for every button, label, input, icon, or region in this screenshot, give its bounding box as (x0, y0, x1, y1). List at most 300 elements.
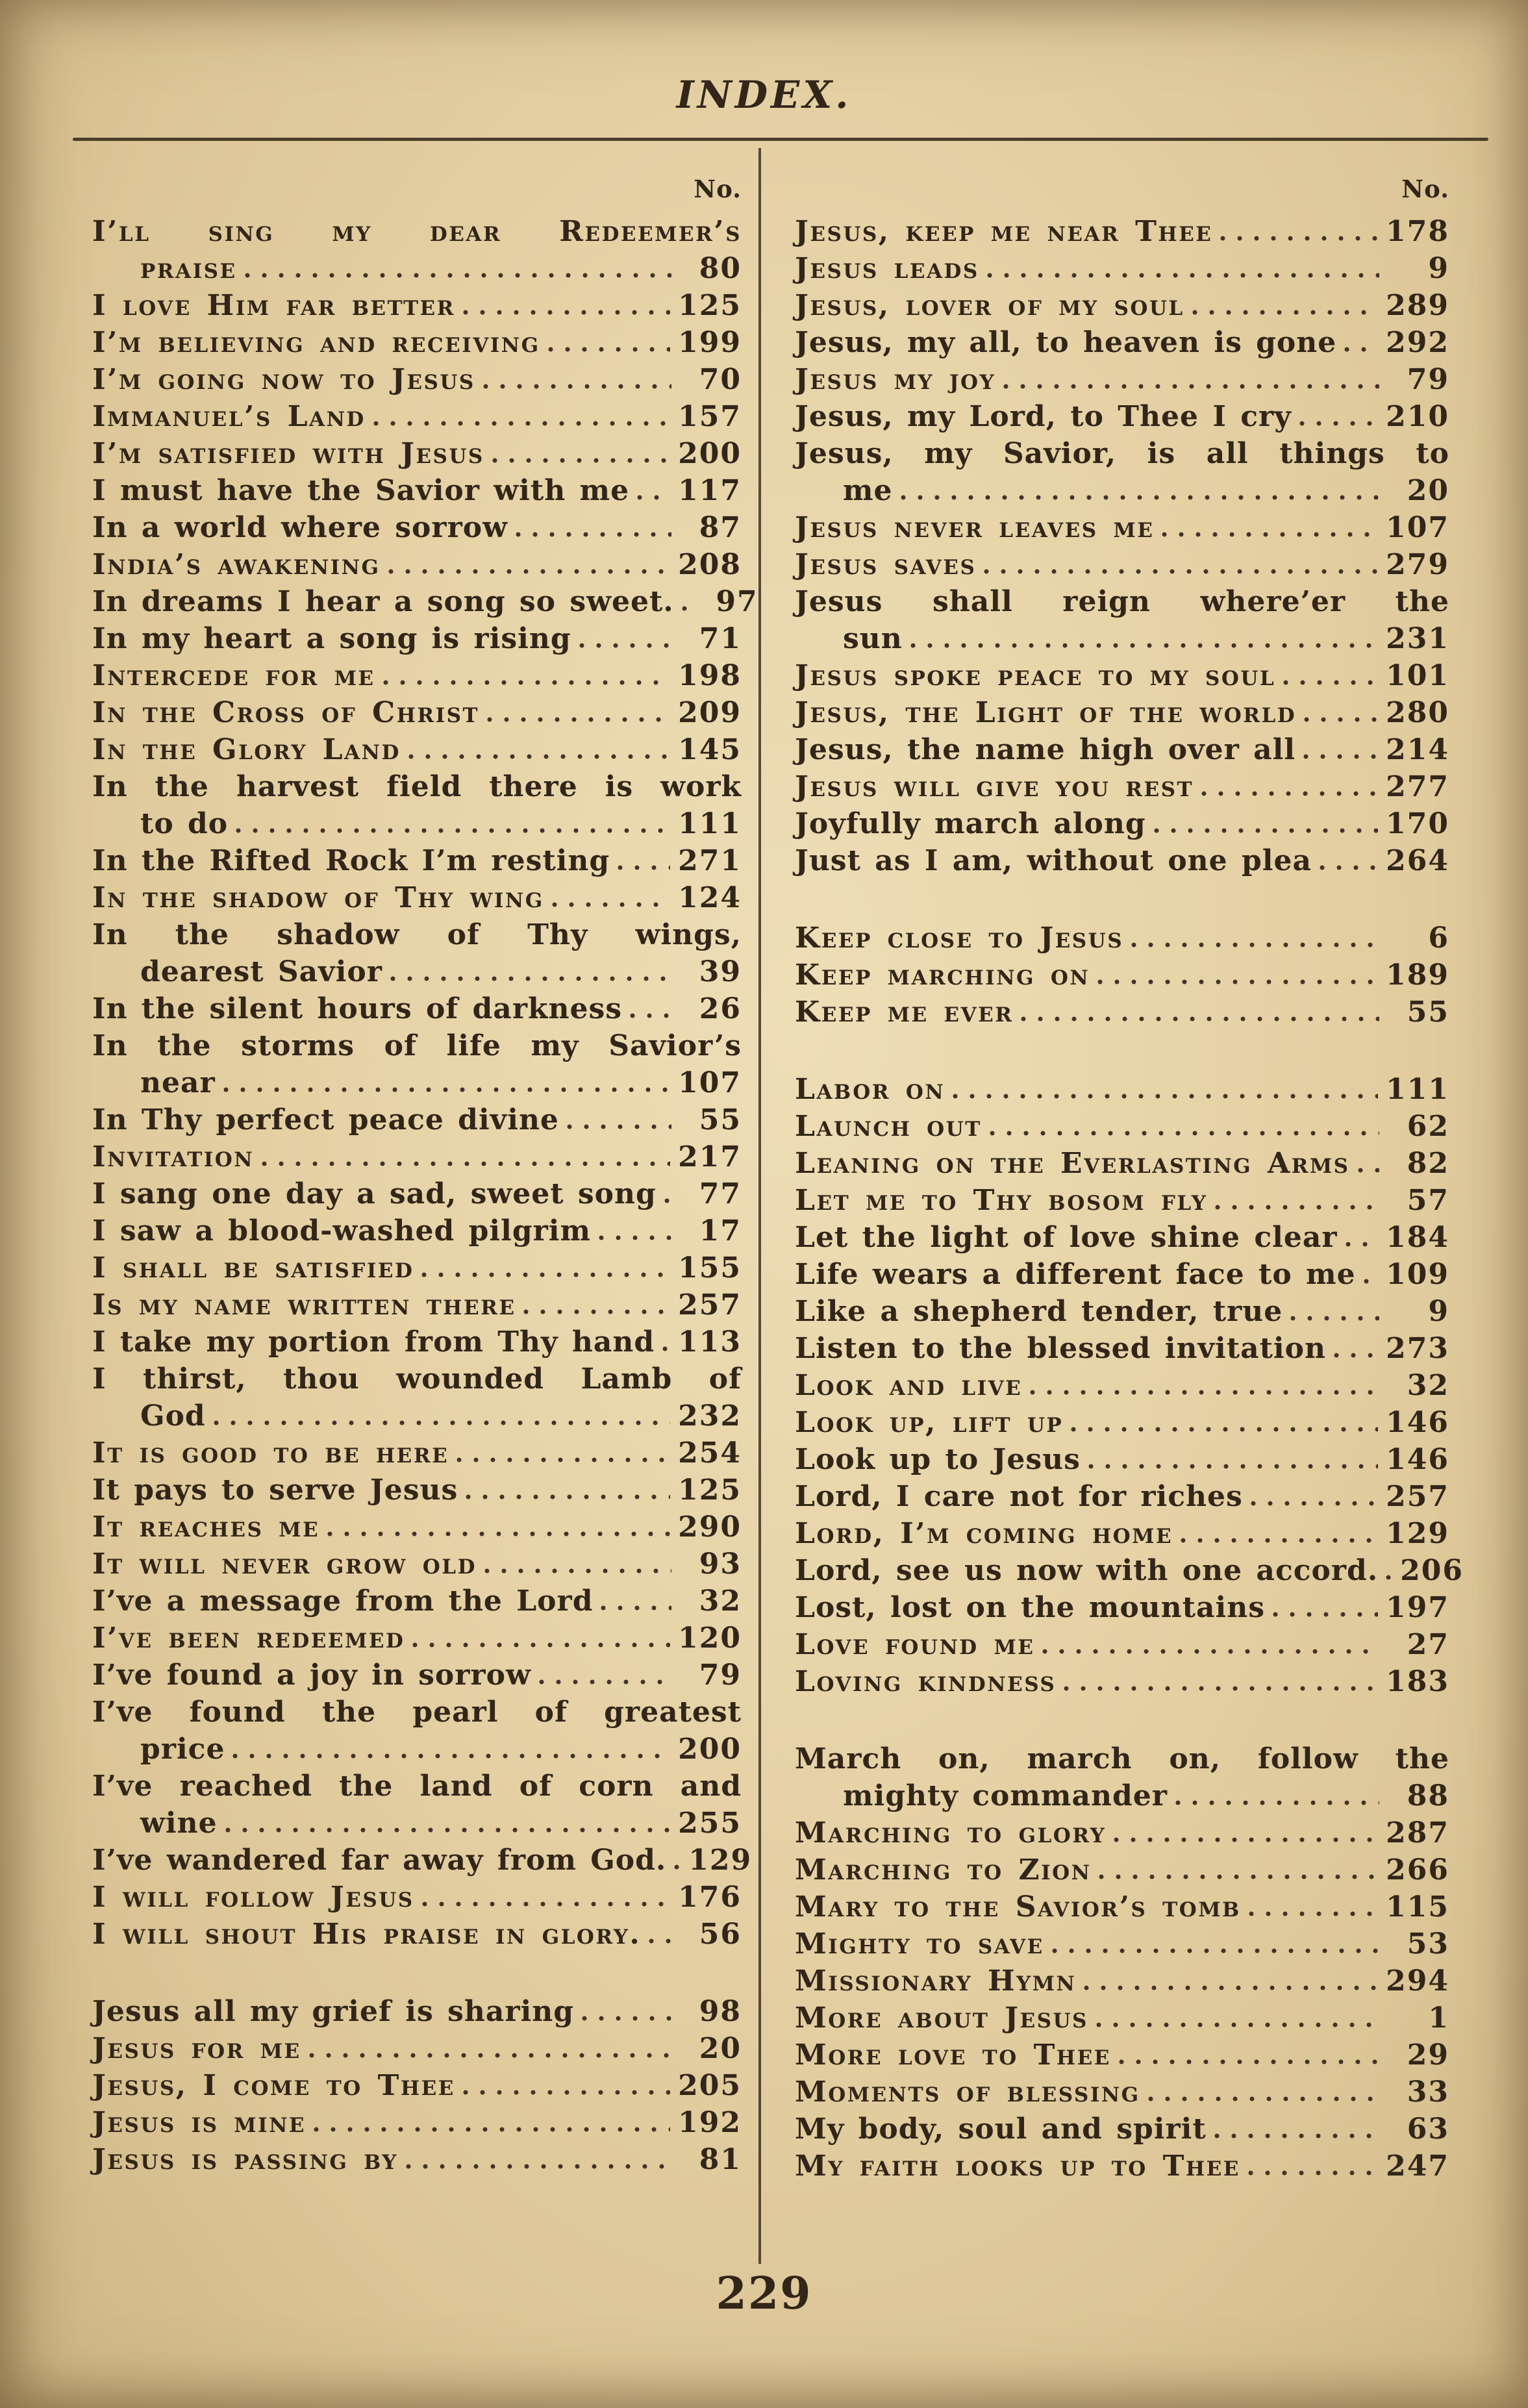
entry-line (92, 1472, 742, 1509)
dot-leader (421, 1272, 670, 1277)
dot-leader (1201, 791, 1378, 796)
index-entry (92, 509, 742, 546)
entry-title: In the shadow of Thy wing (92, 881, 544, 914)
entry-number: 183 (1386, 1665, 1449, 1698)
dot-leader (236, 828, 670, 833)
entry-number: 79 (699, 1659, 742, 1692)
index-entry (92, 1138, 742, 1175)
index-entry (92, 1323, 742, 1361)
entry-line (92, 842, 742, 879)
entry-title: Jesus for me (92, 2032, 301, 2065)
index-column-left (92, 164, 758, 2178)
dot-leader (327, 1531, 670, 1536)
entry-number: 29 (1407, 2038, 1449, 2072)
index-entry (92, 879, 742, 916)
entry-title: March on, march on, follow the (795, 1742, 1449, 1775)
index-entry (92, 1249, 742, 1286)
entry-line (795, 1219, 1449, 1256)
entry-number: 81 (699, 2143, 742, 2176)
dot-leader (910, 643, 1378, 648)
entry-line (92, 1435, 742, 1472)
dot-leader (1214, 2133, 1379, 2138)
entry-number: 257 (1386, 1480, 1449, 1513)
entry-line (92, 361, 742, 398)
entry-line (795, 2148, 1449, 2185)
entry-title: Keep me ever (795, 996, 1014, 1029)
entry-line (92, 916, 742, 953)
entry-continuation-line (795, 472, 1449, 509)
entry-title: India’s awakening (92, 548, 381, 581)
entry-number: 145 (678, 733, 742, 766)
entry-line (92, 1027, 742, 1064)
entry-continuation-line (795, 620, 1449, 657)
dot-leader (412, 1642, 670, 1648)
index-entry (795, 957, 1449, 994)
dot-leader (1064, 1686, 1378, 1691)
entry-line (795, 546, 1449, 583)
dot-leader (1021, 1016, 1379, 1022)
dot-leader (1364, 1279, 1379, 1284)
entry-number: 199 (678, 326, 742, 359)
entry-title: I’ve a message from the Lord (92, 1585, 594, 1618)
dot-leader (309, 2053, 671, 2058)
entry-title: Let me to Thy bosom fly (795, 1184, 1208, 1217)
index-entry (92, 731, 742, 768)
dot-leader (225, 1827, 671, 1833)
index-entry (92, 1212, 742, 1249)
index-entry (795, 768, 1449, 805)
index-entry (92, 1768, 742, 1842)
entry-line (92, 1249, 742, 1286)
entry-number: 62 (1407, 1110, 1449, 1143)
index-entry (795, 287, 1449, 324)
entry-number: 192 (678, 2106, 742, 2139)
entry-title: I’m believing and receiving (92, 326, 540, 359)
dot-leader (388, 569, 671, 574)
entry-title: Lord, see us now with one accord. (795, 1554, 1379, 1587)
entry-title: I’m satisfied with Jesus (92, 437, 484, 470)
entry-title: Jesus shall reign where’er the (795, 585, 1449, 618)
entry-line (795, 1071, 1449, 1108)
entry-line (795, 1515, 1449, 1552)
entry-line (795, 1925, 1449, 1963)
entry-line (92, 287, 742, 324)
dot-leader (1181, 1538, 1378, 1543)
dot-leader (523, 1309, 670, 1314)
dot-leader (516, 532, 671, 537)
entry-line (795, 1108, 1449, 1145)
entry-title: Let the light of love shine clear (795, 1221, 1338, 1254)
entry-title: Love found me (795, 1628, 1035, 1661)
dot-leader (674, 1864, 681, 1870)
index-entry (795, 1552, 1464, 1589)
dot-leader (953, 1094, 1378, 1099)
entry-number: 109 (1386, 1258, 1449, 1291)
entry-number: 88 (1407, 1779, 1449, 1812)
index-entry (92, 842, 742, 879)
entry-number: 197 (1386, 1591, 1449, 1624)
dot-leader (1334, 1353, 1378, 1358)
entry-title: Jesus, the Light of the world (795, 696, 1297, 729)
entry-line (795, 398, 1449, 435)
dot-leader (599, 1235, 671, 1240)
dot-leader (1299, 421, 1378, 426)
entry-number: 1 (1428, 2001, 1449, 2035)
dot-leader (408, 754, 670, 759)
dot-leader (1303, 754, 1378, 759)
index-column-right (795, 164, 1464, 2185)
entry-line (795, 583, 1449, 620)
dot-leader (463, 310, 670, 315)
entry-number: 146 (1386, 1406, 1449, 1439)
entry-number: 87 (699, 511, 742, 544)
dot-leader (457, 1457, 670, 1462)
dot-leader (1249, 1911, 1378, 1916)
entry-number: 198 (678, 659, 742, 692)
entry-title: In the Cross of Christ (92, 696, 480, 729)
index-entry (795, 509, 1449, 546)
index-entry (92, 1101, 742, 1138)
entry-title: Jesus my joy (795, 363, 996, 396)
dot-leader (1052, 1948, 1379, 1953)
index-entry (795, 2074, 1449, 2111)
entry-title: Jesus is passing by (92, 2143, 398, 2176)
index-entry (795, 1851, 1449, 1888)
entry-title: It pays to serve Jesus (92, 1474, 458, 1507)
entry-number: 257 (678, 1288, 742, 1322)
entry-line (795, 1404, 1449, 1441)
entry-title: In my heart a song is rising (92, 622, 571, 655)
entry-title: Jesus, I come to Thee (92, 2069, 455, 2102)
entry-number: 279 (1386, 548, 1449, 581)
entry-line (795, 287, 1449, 324)
index-entry (795, 1367, 1449, 1404)
entry-title: Jesus, my all, to heaven is gone (795, 326, 1337, 359)
index-entry (795, 1626, 1449, 1663)
entry-line (795, 2074, 1449, 2111)
index-entry (92, 546, 742, 583)
entry-line (92, 1286, 742, 1323)
dot-leader (484, 1568, 671, 1574)
entry-title: I’ve found the pearl of greatest (92, 1696, 742, 1729)
entry-line (795, 1441, 1449, 1478)
entry-line (92, 398, 742, 435)
entry-number: 247 (1386, 2150, 1449, 2183)
entry-number: 111 (678, 807, 742, 840)
entry-line (795, 842, 1449, 879)
entry-number: 124 (678, 881, 742, 914)
entry-number: 254 (678, 1436, 742, 1470)
dot-leader (1154, 828, 1379, 833)
entry-title: In the harvest field there is work (92, 770, 742, 803)
entry-number: 27 (1407, 1628, 1449, 1661)
index-entry (795, 583, 1449, 657)
entry-line (92, 1175, 742, 1212)
entry-title: Jesus, keep me near Thee (795, 215, 1213, 248)
index-entry (795, 731, 1449, 768)
entry-line (795, 805, 1449, 842)
entry-title: Jesus, the name high over all (795, 733, 1296, 766)
header-rule (73, 138, 1488, 141)
dot-leader (1220, 236, 1378, 241)
entry-line (92, 657, 742, 694)
entry-number: 115 (1386, 1890, 1449, 1924)
index-entry (795, 1182, 1449, 1219)
entry-number: 6 (1428, 922, 1449, 955)
dot-leader (1042, 1649, 1379, 1654)
entry-number: 255 (678, 1807, 742, 1840)
entry-title: More love to Thee (795, 2038, 1111, 2072)
entry-line (92, 1768, 742, 1805)
index-entry (92, 213, 742, 287)
entry-number: 210 (1386, 400, 1449, 433)
dot-leader (682, 606, 688, 611)
entry-title: I must have the Savior with me (92, 474, 630, 507)
entry-title: Lord, I’m coming home (795, 1517, 1173, 1550)
entry-number: 32 (699, 1585, 742, 1618)
index-entry (795, 213, 1449, 250)
entry-line (795, 1814, 1449, 1851)
entry-number: 292 (1386, 326, 1449, 359)
dot-leader (1386, 1575, 1392, 1580)
index-entry (795, 1814, 1449, 1851)
entry-number: 101 (1386, 659, 1449, 692)
dot-leader (1003, 384, 1379, 389)
index-entry (795, 1330, 1449, 1367)
index-entry (92, 583, 758, 620)
entry-title: Joyfully march along (795, 807, 1146, 840)
entry-line (92, 1212, 742, 1249)
dot-leader (1175, 1800, 1379, 1805)
number-column-label: No. (1401, 175, 1449, 203)
index-entry (795, 361, 1449, 398)
index-entry (92, 1620, 742, 1657)
entry-line (92, 2030, 742, 2067)
page-title: INDEX. (676, 73, 852, 117)
dot-leader (1346, 1242, 1379, 1247)
index-entry (795, 694, 1449, 731)
dot-leader (1251, 1501, 1378, 1506)
entry-number: 33 (1407, 2076, 1449, 2109)
index-entry (795, 2111, 1449, 2148)
dot-leader (539, 1679, 671, 1685)
index-entry (795, 1925, 1449, 1963)
entry-line (92, 472, 742, 509)
index-entry (795, 2148, 1449, 2185)
entry-title: Mary to the Savior’s tomb (795, 1890, 1241, 1924)
dot-leader (373, 421, 670, 426)
index-entry (92, 1546, 742, 1583)
entry-line (92, 1101, 742, 1138)
entry-number: 20 (699, 2032, 742, 2065)
entry-title: Labor on (795, 1073, 946, 1106)
entry-title: In the silent hours of darkness (92, 992, 623, 1025)
entry-title: Like a shepherd tender, true (795, 1295, 1283, 1328)
dot-leader (984, 569, 1378, 574)
index-entry (92, 435, 742, 472)
dot-leader (406, 2164, 671, 2169)
entry-number: 205 (678, 2069, 742, 2102)
entry-number: 32 (1407, 1369, 1449, 1402)
entry-line (795, 1589, 1449, 1626)
entry-title: Intercede for me (92, 659, 375, 692)
index-entry (92, 694, 742, 731)
dot-leader (548, 347, 671, 352)
entry-title: Jesus, my Lord, to Thee I cry (795, 400, 1292, 433)
dot-leader (1273, 1612, 1378, 1617)
entry-line (795, 435, 1449, 472)
dot-leader (483, 384, 671, 389)
index-entry (92, 768, 742, 842)
entry-line (92, 620, 742, 657)
index-entry (92, 324, 742, 361)
entry-continuation-line (92, 805, 742, 842)
entry-line (92, 879, 742, 916)
entry-line (795, 1182, 1449, 1219)
entry-number: 287 (1386, 1816, 1449, 1850)
entry-number: 17 (699, 1214, 742, 1248)
entry-number: 80 (699, 252, 742, 285)
entry-title: Immanuel’s Land (92, 400, 366, 433)
entry-line (795, 994, 1449, 1031)
entry-title: It reaches me (92, 1511, 320, 1544)
entry-number: 56 (699, 1918, 742, 1951)
dot-leader (582, 2016, 671, 2021)
dot-leader (262, 1161, 670, 1166)
entry-line (92, 1842, 753, 1879)
dot-leader (567, 1124, 671, 1129)
entry-title: Jesus saves (795, 548, 977, 581)
entry-number: 79 (1407, 363, 1449, 396)
entry-title: In the storms of life my Savior’s (92, 1029, 742, 1062)
entry-title: Marching to Zion (795, 1853, 1092, 1887)
entry-title: In the Glory Land (92, 733, 401, 766)
index-entry (92, 1472, 742, 1509)
entry-number: 200 (678, 437, 742, 470)
entry-line (92, 2067, 742, 2104)
entry-number: 294 (1386, 1964, 1449, 1998)
entry-number: 129 (688, 1844, 753, 1877)
entry-title: Leaning on the Everlasting Arms (795, 1147, 1350, 1180)
entry-number: 9 (1428, 1295, 1449, 1328)
entry-number: 206 (1400, 1554, 1464, 1587)
entry-line (92, 1620, 742, 1657)
entry-number: 155 (678, 1251, 742, 1285)
entry-title: I’ve wandered far away from God. (92, 1844, 667, 1877)
entry-line (92, 1657, 742, 1694)
index-entry (795, 1108, 1449, 1145)
dot-leader (463, 2090, 670, 2095)
entry-line (92, 694, 742, 731)
entry-line (92, 1509, 742, 1546)
entry-title: Listen to the blessed invitation (795, 1332, 1326, 1365)
dot-leader (214, 1420, 670, 1425)
entry-number: 26 (699, 992, 742, 1025)
entry-title: I’ve reached the land of corn and (92, 1770, 742, 1803)
entry-line (92, 1323, 742, 1361)
entry-title: Jesus, my Savior, is all things to (795, 437, 1449, 470)
dot-leader (1119, 2059, 1379, 2064)
entry-line (92, 2104, 742, 2141)
entry-number: 117 (678, 474, 742, 507)
entry-number: 208 (678, 548, 742, 581)
index-entry (795, 842, 1449, 879)
index-entry (92, 620, 742, 657)
dot-leader (492, 458, 670, 463)
entry-number: 63 (1407, 2113, 1449, 2146)
entry-title: In the shadow of Thy wings, (92, 918, 742, 951)
dot-leader (990, 1131, 1379, 1136)
dot-leader (1071, 1427, 1378, 1432)
entry-number: 289 (1386, 289, 1449, 322)
entry-number: 20 (1407, 474, 1449, 507)
index-entry (92, 916, 742, 990)
dot-leader (630, 1013, 671, 1018)
dot-leader (662, 1346, 670, 1351)
dot-leader (1304, 717, 1378, 722)
number-column-label: No. (694, 175, 742, 203)
index-entry (795, 1963, 1449, 2000)
index-entry (795, 1478, 1449, 1515)
index-entry (92, 657, 742, 694)
entry-title: I sang one day a sad, sweet song (92, 1177, 657, 1210)
entry-number: 70 (699, 363, 742, 396)
dot-leader (1088, 1464, 1378, 1469)
dot-leader (649, 1938, 671, 1944)
entry-number: 178 (1386, 215, 1449, 248)
entry-line (92, 509, 742, 546)
entry-number: 77 (699, 1177, 742, 1210)
entry-line (92, 1916, 742, 1953)
entry-line (92, 2141, 742, 2178)
dot-leader (901, 495, 1379, 500)
index-entry (92, 990, 742, 1027)
entry-title: I will shout His praise in glory. (92, 1918, 642, 1951)
index-entry (795, 994, 1449, 1031)
index-entry (92, 1509, 742, 1546)
entry-title: Keep marching on (795, 959, 1090, 992)
entry-number: 232 (678, 1399, 742, 1433)
entry-continuation: dearest Savior (140, 955, 382, 988)
entry-line (795, 1663, 1449, 1700)
entry-continuation: sun (843, 622, 903, 655)
dot-leader (1162, 532, 1378, 537)
entry-line (92, 768, 742, 805)
entry-line (92, 1138, 742, 1175)
dot-leader (1283, 680, 1378, 685)
entry-title: I’ve been redeemed (92, 1622, 405, 1655)
entry-title: I love Him far better (92, 289, 455, 322)
dot-leader (232, 1753, 670, 1759)
entry-number: 273 (1386, 1332, 1449, 1365)
index-entry (92, 1175, 742, 1212)
entry-line (92, 1694, 742, 1731)
dot-leader (466, 1494, 670, 1499)
entry-line (92, 583, 758, 620)
entry-continuation: me (843, 474, 893, 507)
entry-number: 170 (1386, 807, 1449, 840)
entry-line (92, 1993, 742, 2030)
index-entry (92, 2030, 742, 2067)
dot-leader (1097, 979, 1378, 985)
entry-number: 57 (1407, 1184, 1449, 1217)
entry-number: 231 (1386, 622, 1449, 655)
entry-line (795, 2111, 1449, 2148)
index-entry (92, 1286, 742, 1323)
entry-number: 280 (1386, 696, 1449, 729)
dot-leader (579, 643, 671, 648)
entry-line (795, 2037, 1449, 2074)
